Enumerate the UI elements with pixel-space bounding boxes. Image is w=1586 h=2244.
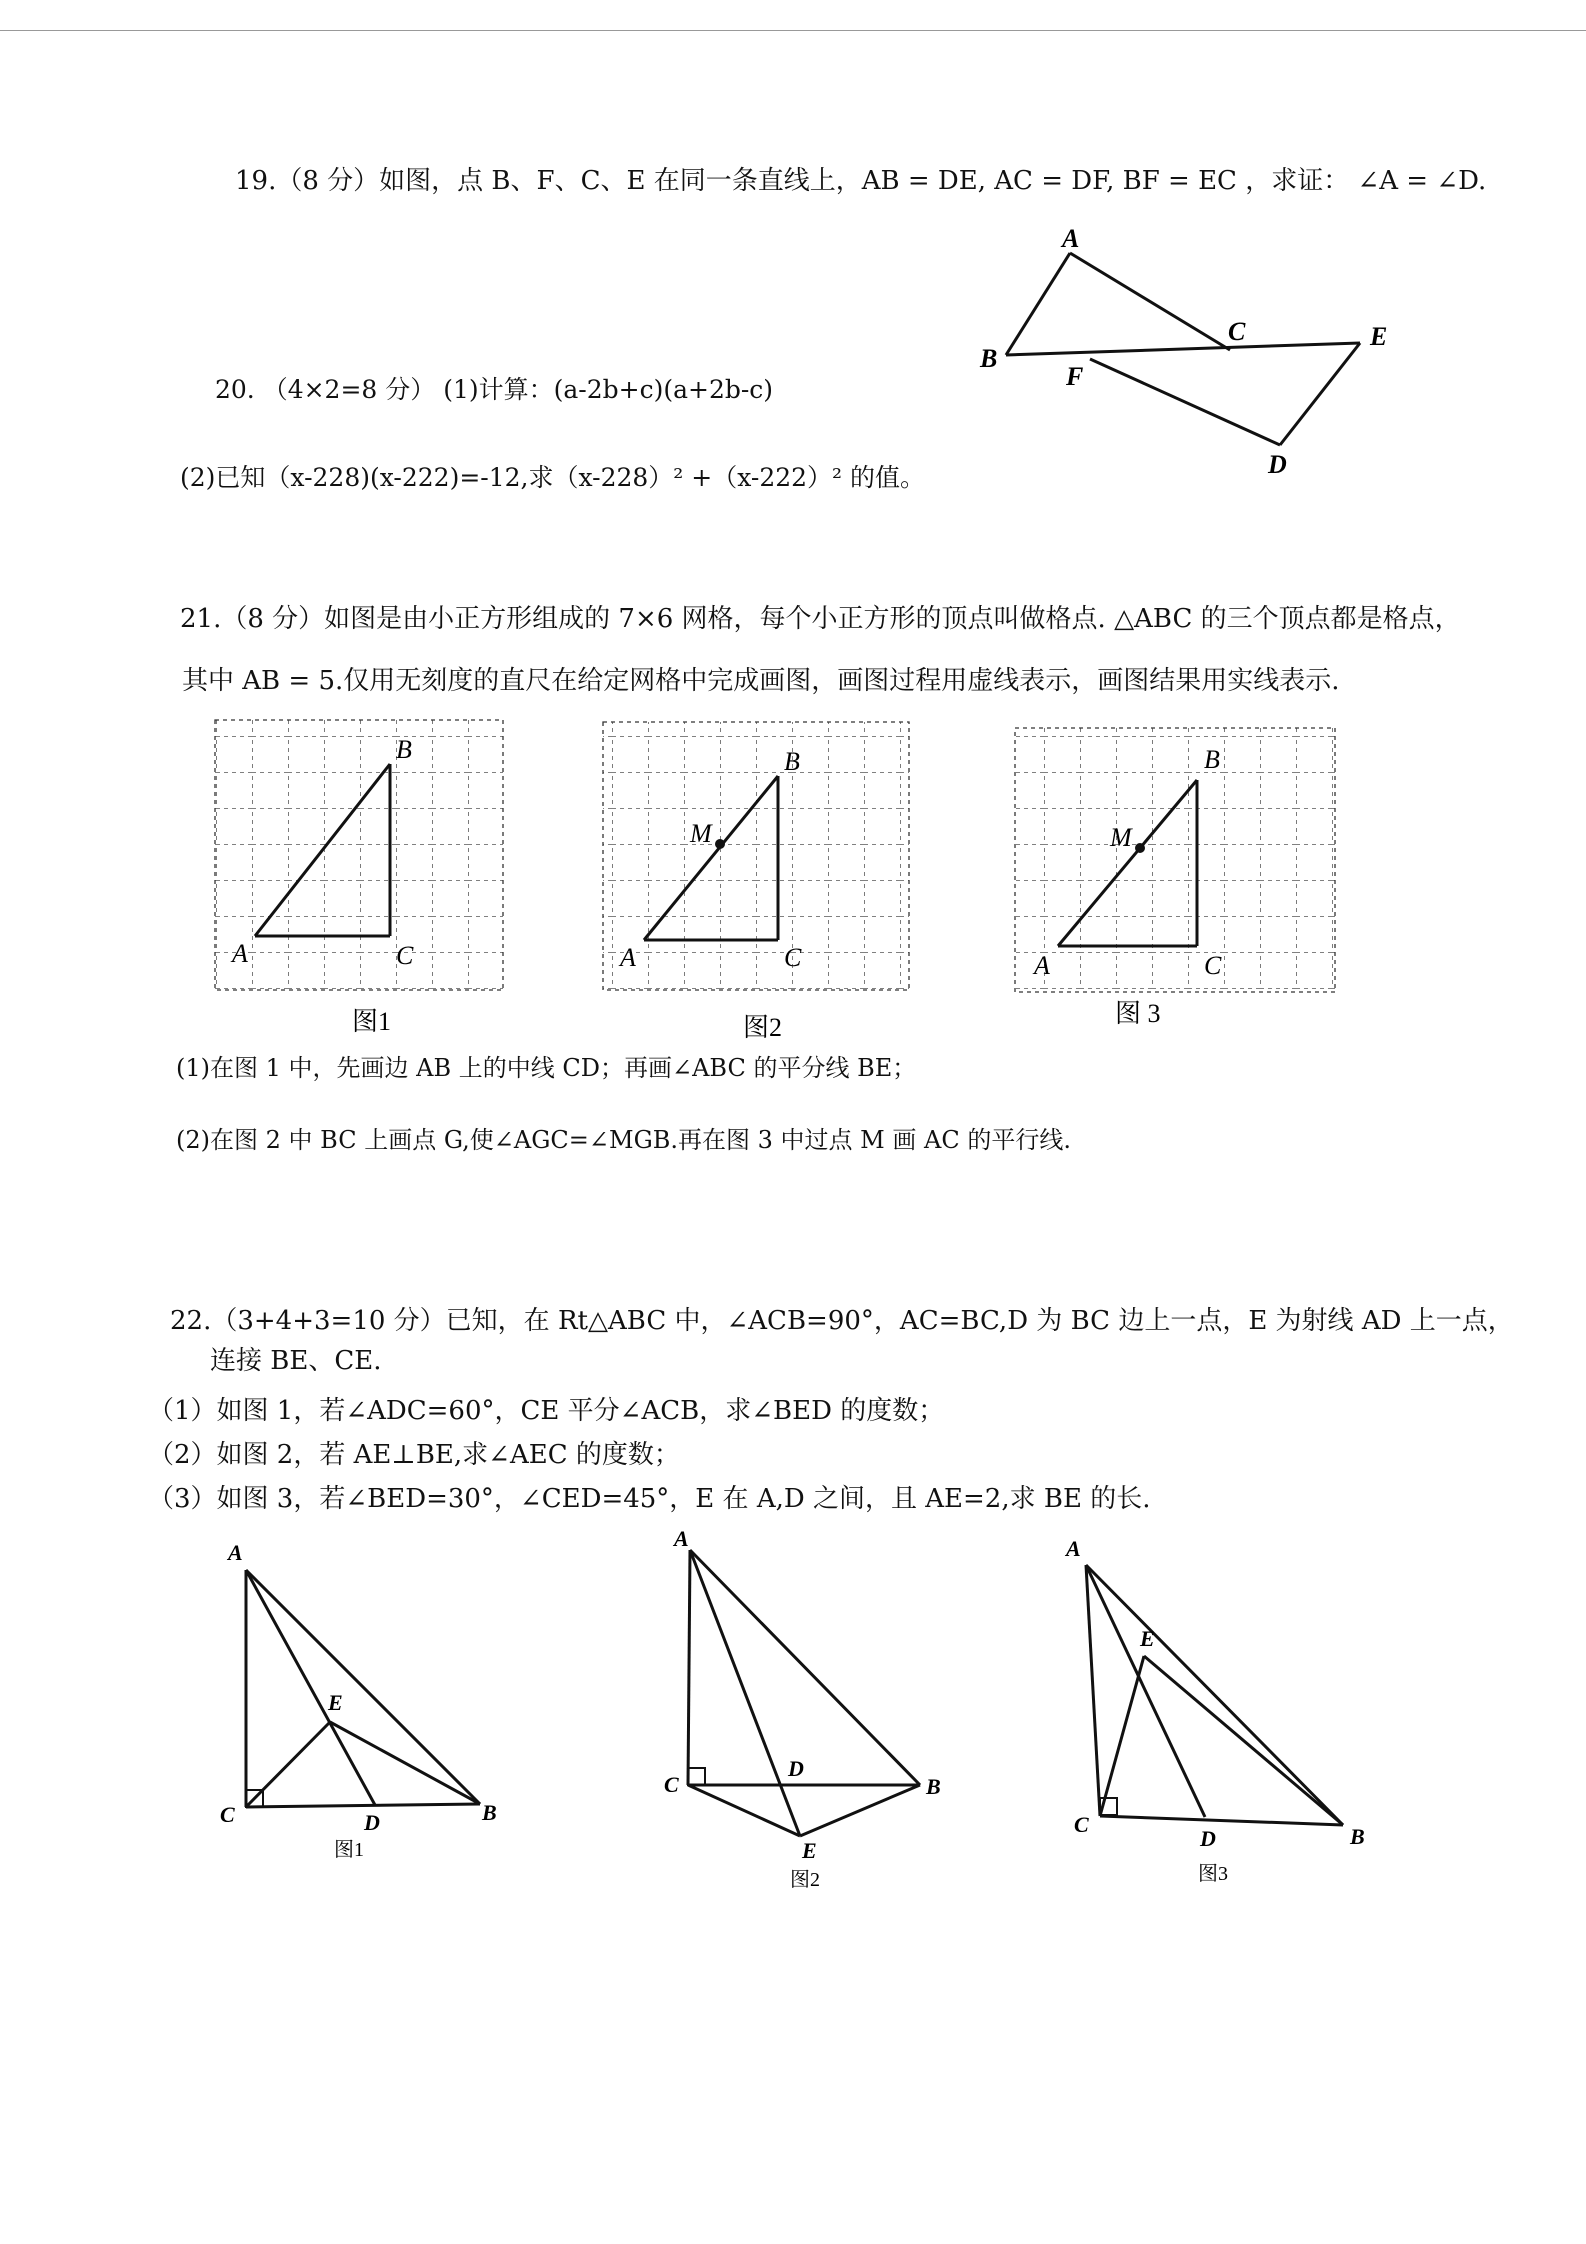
q22-figure-1: [246, 1570, 480, 1807]
grid-figure-2: [603, 722, 909, 990]
q22f2-label-D: D: [788, 1756, 804, 1781]
q21-caption-2: 图2: [743, 1013, 783, 1042]
question-21-task1: (1)在图 1 中，先画边 AB 上的中线 CD；再画∠ABC 的平分线 BE；: [176, 1054, 917, 1082]
point-label-E: E: [1370, 322, 1388, 351]
question-21-line1: 21.（8 分）如图是由小正方形组成的 7×6 网格，每个小正方形的顶点叫做格点. △ABC 的三个顶点都是格点，: [180, 604, 1461, 634]
question-20-part1: 20. （4×2=8 分） (1)计算：(a-2b+c)(a+2b-c): [215, 375, 774, 404]
q22-figure-2: [688, 1550, 920, 1836]
question-22-part3: （3）如图 3，若∠BED=30°，∠CED=45°，E 在 A,D 之间，且 AE=2,求 BE 的长.: [148, 1484, 1151, 1514]
point-label-B: B: [980, 344, 998, 373]
point-label-A: A: [1062, 225, 1080, 253]
question-19: 19.（8 分）如图，点 B、F、C、E 在同一条直线上，AB = DE, AC = DF, BF = EC ，求证： ∠A = ∠D.: [235, 166, 1487, 196]
fig3-label-M: M: [1110, 823, 1132, 852]
q22-figure-3: [1086, 1565, 1343, 1825]
q22-caption-1: 图1: [334, 1839, 364, 1861]
q22f2-label-B: B: [926, 1774, 941, 1799]
q22f3-label-C: C: [1074, 1812, 1089, 1837]
figure-q19: [960, 225, 1400, 485]
q22-figures: [200, 1520, 1400, 1900]
point-label-F: F: [1066, 362, 1084, 391]
q21-caption-1: 图1: [352, 1007, 392, 1036]
q22f1-label-B: B: [482, 1800, 497, 1825]
fig2-label-C: C: [784, 943, 802, 972]
fig1-label-C: C: [396, 941, 414, 970]
q22f1-label-C: C: [220, 1802, 235, 1827]
q22f1-label-E: E: [328, 1690, 343, 1715]
q21-grid-figures: [180, 700, 1380, 1050]
grid-figure-1: [215, 720, 503, 990]
fig1-label-B: B: [396, 735, 412, 764]
q22f3-label-E: E: [1140, 1626, 1155, 1651]
fig3-label-C: C: [1204, 951, 1222, 980]
question-22-part2: （2）如图 2，若 AE⊥BE,求∠AEC 的度数；: [148, 1440, 680, 1470]
q22-caption-2: 图2: [790, 1869, 820, 1891]
question-22-part1: （1）如图 1，若∠ADC=60°，CE 平分∠ACB，求∠BED 的度数；: [148, 1396, 945, 1426]
question-21-line2: 其中 AB = 5.仅用无刻度的直尺在给定网格中完成画图，画图过程用虚线表示，画图结果用实线表示.: [182, 666, 1340, 696]
fig3-label-A: A: [1034, 951, 1050, 980]
q21-caption-3: 图 3: [1115, 999, 1161, 1028]
fig3-label-B: B: [1204, 745, 1220, 774]
fig2-label-M: M: [690, 819, 712, 848]
q22f1-label-D: D: [364, 1810, 380, 1835]
question-22-line2: 连接 BE、CE.: [210, 1346, 382, 1376]
q22f2-label-C: C: [664, 1772, 679, 1797]
page-top-border: [0, 30, 1586, 31]
q22-caption-3: 图3: [1198, 1863, 1228, 1885]
point-label-D: D: [1268, 450, 1287, 479]
fig2-label-A: A: [620, 943, 636, 972]
fig2-label-B: B: [784, 747, 800, 776]
question-21-task2: (2)在图 2 中 BC 上画点 G,使∠AGC=∠MGB.再在图 3 中过点 M 画 AC 的平行线.: [176, 1126, 1071, 1154]
q22f3-label-A: A: [1066, 1536, 1081, 1561]
fig1-label-A: A: [232, 939, 248, 968]
question-20-part2: (2)已知（x-228)(x-222)=-12,求（x-228）² +（x-222）² 的值。: [180, 463, 926, 492]
question-22-line1: 22.（3+4+3=10 分）已知，在 Rt△ABC 中，∠ACB=90°，AC=BC,D 为 BC 边上一点，E 为射线 AD 上一点，: [170, 1306, 1514, 1336]
grid-figure-3: [1015, 728, 1335, 992]
q22f1-label-A: A: [228, 1540, 243, 1565]
q22f2-label-A: A: [674, 1526, 689, 1551]
q22f3-label-D: D: [1200, 1826, 1216, 1851]
point-label-C: C: [1228, 317, 1246, 346]
q22f3-label-B: B: [1350, 1824, 1365, 1849]
q22f2-label-E: E: [802, 1838, 817, 1863]
